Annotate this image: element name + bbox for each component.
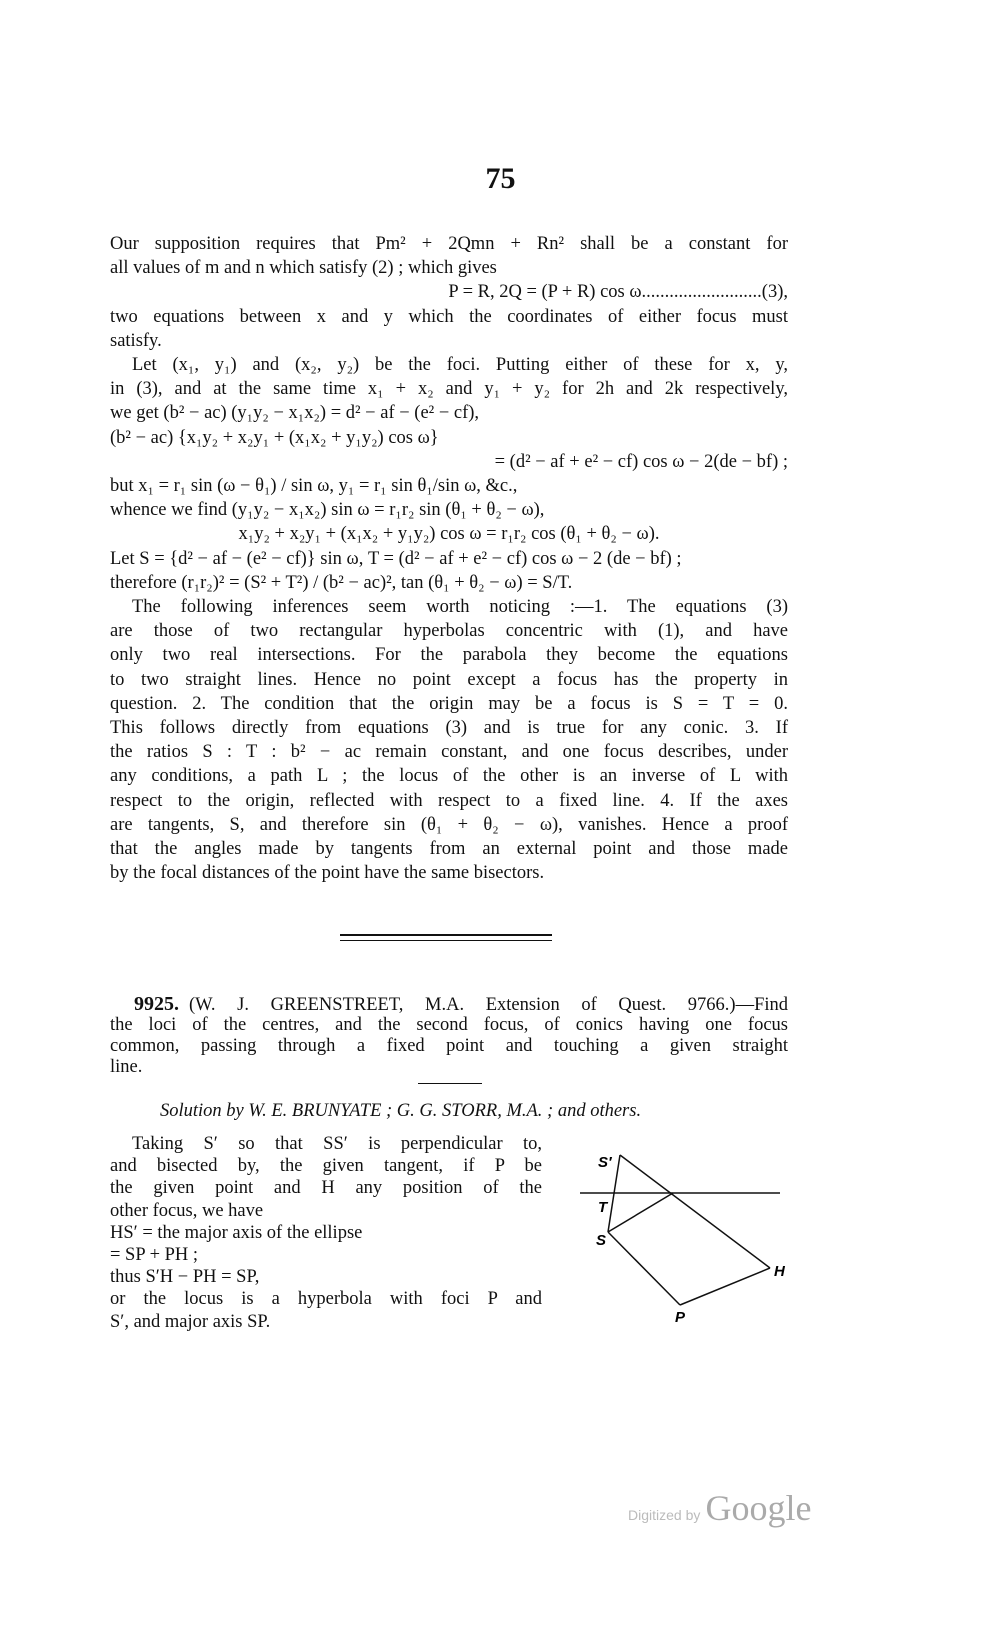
text-line: but x₁ = r₁ sin (ω − θ₁) / sin ω, y₁ = r₁ sin θ₁/sin ω, &c., xyxy=(110,476,518,496)
text-line: This follows directly from equations (3) and is true for any conic. 3. If xyxy=(110,718,788,738)
text-line: two equations between x and y which the coordinates of either focus must xyxy=(110,306,788,327)
solution-byline: Solution by W. E. BRUNYATE ; G. G. STORR, M.A. ; and others. xyxy=(160,1101,642,1121)
geometry-figure xyxy=(570,1140,810,1330)
section-divider xyxy=(340,934,552,936)
text-line: HS′ = the major axis of the ellipse xyxy=(110,1222,363,1243)
text-line: therefore (r₁r₂)² = (S² + T²) / (b² − ac)², tan (θ₁ + θ₂ − ω) = S/T. xyxy=(110,572,573,593)
text-line: other focus, we have xyxy=(110,1200,264,1221)
text-line: The following inferences seem worth noticing :—1. The equations (3) xyxy=(132,597,788,617)
question-line: line. xyxy=(110,1057,143,1077)
text-line: the ratios S : T : b² − ac remain constant, and one focus describes, under xyxy=(110,742,788,763)
text-line: Let S = {d² − af − (e² − cf)} sin ω, T = (d² − af + e² − cf) cos ω − 2 (de − bf) ; xyxy=(110,548,682,569)
page-number: 75 xyxy=(485,162,516,195)
section-divider xyxy=(340,940,552,941)
short-divider xyxy=(418,1083,482,1084)
text-line: Let (x₁, y₁) and (x₂, y₂) be the foci. Putting either of these for x, y, xyxy=(132,355,788,375)
text-line: only two real intersections. For the parabola they become the equations xyxy=(110,645,788,666)
question-text: (W. J. GREENSTREET, M.A. Extension of Quest. 9766.)—Find xyxy=(189,995,788,1015)
text-line: Our supposition requires that Pm² + 2Qmn + Rn² shall be a constant for xyxy=(110,234,788,254)
text-line: in (3), and at the same time x₁ + x₂ and y₁ + y₂ for 2h and 2k respectively, xyxy=(110,379,788,400)
text-line: to two straight lines. Hence no point except a focus has the property in xyxy=(110,669,788,690)
text-line: x₁y₂ + x₂y₁ + (x₁x₂ + y₁y₂) cos ω = r₁r₂ cos (θ₁ + θ₂ − ω). xyxy=(238,524,660,545)
text-line: that the angles made by tangents from an external point and those made xyxy=(110,839,788,859)
text-line: satisfy. xyxy=(110,330,162,351)
digitized-by-google-watermark xyxy=(628,1488,812,1528)
text-line: P = R, 2Q = (P + R) cos ω..........................(3), xyxy=(448,282,788,303)
watermark-text: Digitized by xyxy=(628,1507,701,1523)
text-line: the given point and H any position of the xyxy=(110,1178,542,1199)
segment-ph xyxy=(680,1268,770,1305)
text-line: or the locus is a hyperbola with foci P and xyxy=(110,1289,542,1310)
text-line: respect to the origin, reflected with respect to a fixed line. 4. If the axes xyxy=(110,790,788,811)
label-t: T xyxy=(598,1199,608,1216)
text-line: are tangents, S, and therefore sin (θ₁ + θ₂ − ω), vanishes. Hence a proof xyxy=(110,814,788,835)
label-p: P xyxy=(675,1309,686,1326)
text-line: and bisected by, the given tangent, if P be xyxy=(110,1156,542,1177)
text-line: we get (b² − ac) (y₁y₂ − x₁x₂) = d² − af − (e² − cf), xyxy=(110,403,480,424)
segment-sp xyxy=(608,1232,680,1305)
text-line: by the focal distances of the point have the same bisectors. xyxy=(110,863,545,884)
text-line: thus S′H − PH = SP, xyxy=(110,1267,260,1288)
label-s-prime: S′ xyxy=(598,1154,612,1171)
label-s: S xyxy=(596,1232,607,1249)
text-line: Taking S′ so that SS′ is perpendicular to, xyxy=(132,1134,542,1154)
text-line: all values of m and n which satisfy (2) ; which gives xyxy=(110,258,497,279)
text-line: whence we find (y₁y₂ − x₁x₂) sin ω = r₁r₂ sin (θ₁ + θ₂ − ω), xyxy=(110,500,545,521)
text-line: are those of two rectangular hyperbolas concentric with (1), and have xyxy=(110,621,788,642)
question-line xyxy=(110,994,788,1016)
text-line: S′, and major axis SP. xyxy=(110,1311,271,1332)
segment-s-to-tangent xyxy=(608,1193,673,1232)
question-line: common, passing through a fixed point and touching a given straight xyxy=(110,1036,788,1056)
text-line: = SP + PH ; xyxy=(110,1245,199,1265)
text-line: any conditions, a path L ; the locus of the other is an inverse of L with xyxy=(110,766,788,787)
text-line: (b² − ac) {x₁y₂ + x₂y₁ + (x₁x₂ + y₁y₂) cos ω} xyxy=(110,427,439,448)
text-line: = (d² − af + e² − cf) cos ω − 2(de − bf) ; xyxy=(494,451,788,472)
google-logo: Google xyxy=(705,1488,812,1528)
label-h: H xyxy=(774,1263,785,1280)
question-number: 9925. xyxy=(134,993,179,1015)
question-line: the loci of the centres, and the second focus, of conics having one focus xyxy=(110,1015,788,1035)
text-line: question. 2. The condition that the origin may be a focus is S = T = 0. xyxy=(110,693,788,714)
